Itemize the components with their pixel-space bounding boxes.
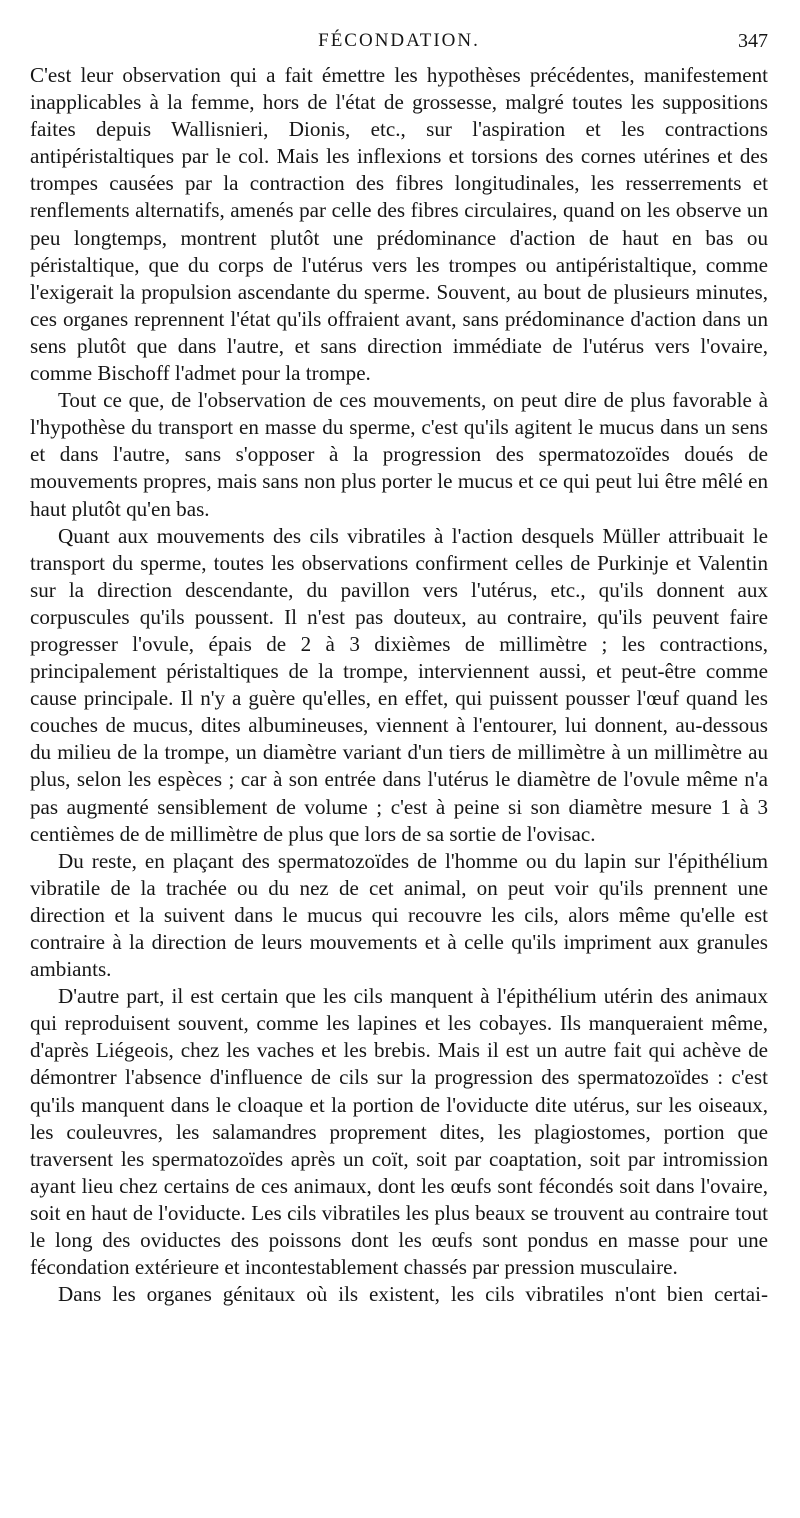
paragraph: Du reste, en plaçant des spermatozoïdes de l'homme ou du lapin sur l'épithélium vibratile de la trachée ou du nez de cet animal, on peut voir qu'ils prennent une direction et la suivent dans le mucus qui recouvre les cils, alors même qu'elle est contraire à la direction de leurs mouvements et à celle qu'ils impriment aux granules ambiants. xyxy=(30,848,768,982)
body-text xyxy=(30,62,768,1308)
book-page xyxy=(30,22,768,1308)
running-title: FÉCONDATION. xyxy=(318,30,480,51)
paragraph: Quant aux mouvements des cils vibratiles à l'action desquels Müller attribuait le transport du sperme, toutes les observations confirment celles de Purkinje et Valentin sur la direction descendante, du pavillon vers l'utérus, etc., qu'ils donnent aux corpuscules qu'ils poussent. Il n'est pas douteux, au contraire, qu'ils peuvent faire progresser l'ovule, épais de 2 à 3 dixièmes de millimètre ; les contractions, principalement péristaltiques de la trompe, interviennent aussi, et peut-être comme cause principale. Il n'y a guère qu'elles, en effet, qui puissent pousser l'œuf quand les couches de mucus, dites albumineuses, viennent à l'entourer, lui donnent, au-dessous du milieu de la trompe, un diamètre variant d'un tiers de millimètre à un millimètre au plus, selon les espèces ; car à son entrée dans l'utérus le diamètre de l'ovule même n'a pas augmenté sensiblement de volume ; c'est à peine si son diamètre mesure 1 à 3 centièmes de de millimètre de plus que lors de sa sortie de l'ovisac. xyxy=(30,523,768,846)
paragraph: D'autre part, il est certain que les cils manquent à l'épithélium utérin des animaux qui reproduisent souvent, comme les lapines et les cobayes. Ils manqueraient même, d'après Liégeois, chez les vaches et les brebis. Mais il est un autre fait qui achève de démontrer l'absence d'influence de cils sur la progression des spermatozoïdes : c'est qu'ils manquent dans le cloaque et la portion de l'oviducte dite utérus, sur les oiseaux, les couleuvres, les salamandres proprement dites, les plagiostomes, portion que traversent les spermatozoïdes après un coït, soit par coaptation, soit par intromission ayant lieu chez certains de ces animaux, dont les œufs sont fécondés soit dans l'ovaire, soit en haut de l'oviducte. Les cils vibratiles les plus beaux se trouvent au contraire tout le long des oviductes des poissons dont les œufs sont pondus en masse pour une fécondation extérieure et incontestablement chassés par pression musculaire. xyxy=(30,984,768,1280)
paragraph: Tout ce que, de l'observation de ces mouvements, on peut dire de plus favorable à l'hypothèse du transport en masse du sperme, c'est qu'ils agitent le mucus dans un sens et dans l'autre, sans s'opposer à la progression des spermatozoïdes doués de mouvements propres, mais sans non plus porter le mucus et ce qui peut lui être mêlé en haut plutôt qu'en bas. xyxy=(30,388,768,521)
page-number: 347 xyxy=(738,30,768,52)
paragraph-continued: Dans les organes génitaux où ils existent, les cils vibratiles n'ont bien certai- xyxy=(58,1282,768,1307)
paragraph: C'est leur observation qui a fait émettre les hypothèses précédentes, manifestement inapplicables à la femme, hors de l'état de grossesse, malgré toutes les suppositions faites depuis Wallisnieri, Dionis, etc., sur l'aspiration et les contractions antipéristaltiques par le col. Mais les inflexions et torsions des cornes utérines et des trompes causées par la contraction des fibres longitudinales, les resserrements et renflements alternatifs, amenés par celle des fibres circulaires, quand on les observe un peu longtemps, montrent plutôt une prédominance d'action de haut en bas ou péristaltique, que du corps de l'utérus vers les trompes ou antipéristaltique, comme l'exigerait la propulsion ascendante du sperme. Souvent, au bout de plusieurs minutes, ces organes reprennent l'état qu'ils offraient avant, sans prédominance d'action dans un sens plutôt que dans l'autre, et sans direction immédiate de l'utérus vers l'ovaire, comme Bischoff l'admet pour la trompe. xyxy=(30,63,768,386)
page-header xyxy=(30,22,768,62)
